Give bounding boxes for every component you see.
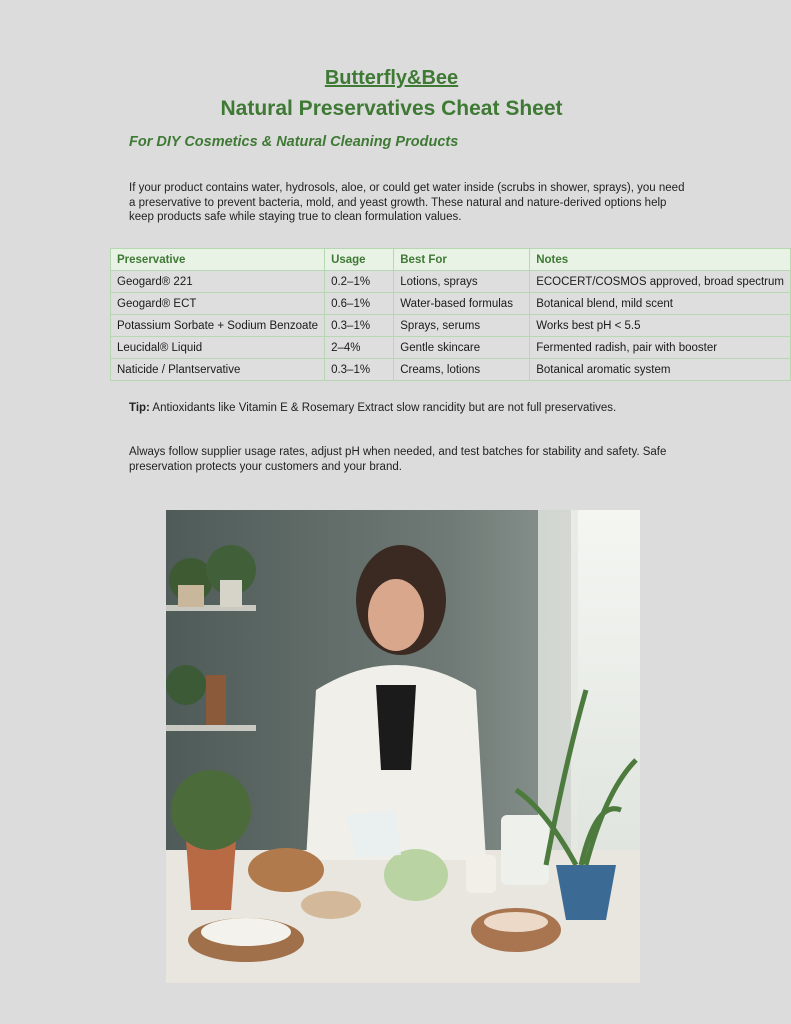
cell-preservative: Geogard® 221 [111,271,325,293]
closing-paragraph: Always follow supplier usage rates, adjust pH when needed, and test batches for stability and safety. Safe preservation protects your customers and your brand. [129,446,667,473]
header-notes: Notes [530,249,791,271]
cell-preservative: Leucidal® Liquid [111,337,325,359]
cell-notes: Fermented radish, pair with booster [530,337,791,359]
photo-woman-mixing-natural-cosmetics [166,510,640,983]
cell-notes: Works best pH < 5.5 [530,315,791,337]
table-row [111,293,791,315]
tip-note [129,402,616,414]
table-header-row [111,249,791,271]
cell-best-for: Gentle skincare [394,337,530,359]
cell-best-for: Sprays, serums [394,315,530,337]
page-title: Natural Preservatives Cheat Sheet [220,97,563,120]
cell-usage: 0.2–1% [325,271,394,293]
preservatives-table [110,248,791,381]
brand-title: Butterfly&Bee [324,67,459,89]
header-usage: Usage [325,249,394,271]
table-row [111,315,791,337]
cell-notes: Botanical blend, mild scent [530,293,791,315]
cell-usage: 0.3–1% [325,359,394,381]
header-best-for: Best For [394,249,530,271]
cell-best-for: Water-based formulas [394,293,530,315]
table-row [111,271,791,293]
header-preservative: Preservative [111,249,325,271]
intro-paragraph: If your product contains water, hydrosols, aloe, or could get water inside (scrubs in shower, sprays), you need a preservative to prevent bacteria, mold, and yeast growth. These natural and nature-derived options help keep products safe while staying true to clean formulation values. [129,182,685,223]
cell-best-for: Creams, lotions [394,359,530,381]
cell-notes: Botanical aromatic system [530,359,791,381]
cell-usage: 0.3–1% [325,315,394,337]
table-row [111,359,791,381]
tip-text: Antioxidants like Vitamin E & Rosemary Extract slow rancidity but are not full preservatives. [149,402,617,414]
cell-usage: 0.6–1% [325,293,394,315]
cell-preservative: Potassium Sorbate + Sodium Benzoate [111,315,325,337]
tip-label: Tip: [129,402,150,414]
cell-usage: 2–4% [325,337,394,359]
table-row [111,337,791,359]
cell-notes: ECOCERT/COSMOS approved, broad spectrum [530,271,791,293]
cell-preservative: Naticide / Plantservative [111,359,325,381]
cell-preservative: Geogard® ECT [111,293,325,315]
cell-best-for: Lotions, sprays [394,271,530,293]
page-subtitle: For DIY Cosmetics & Natural Cleaning Products [129,134,459,150]
